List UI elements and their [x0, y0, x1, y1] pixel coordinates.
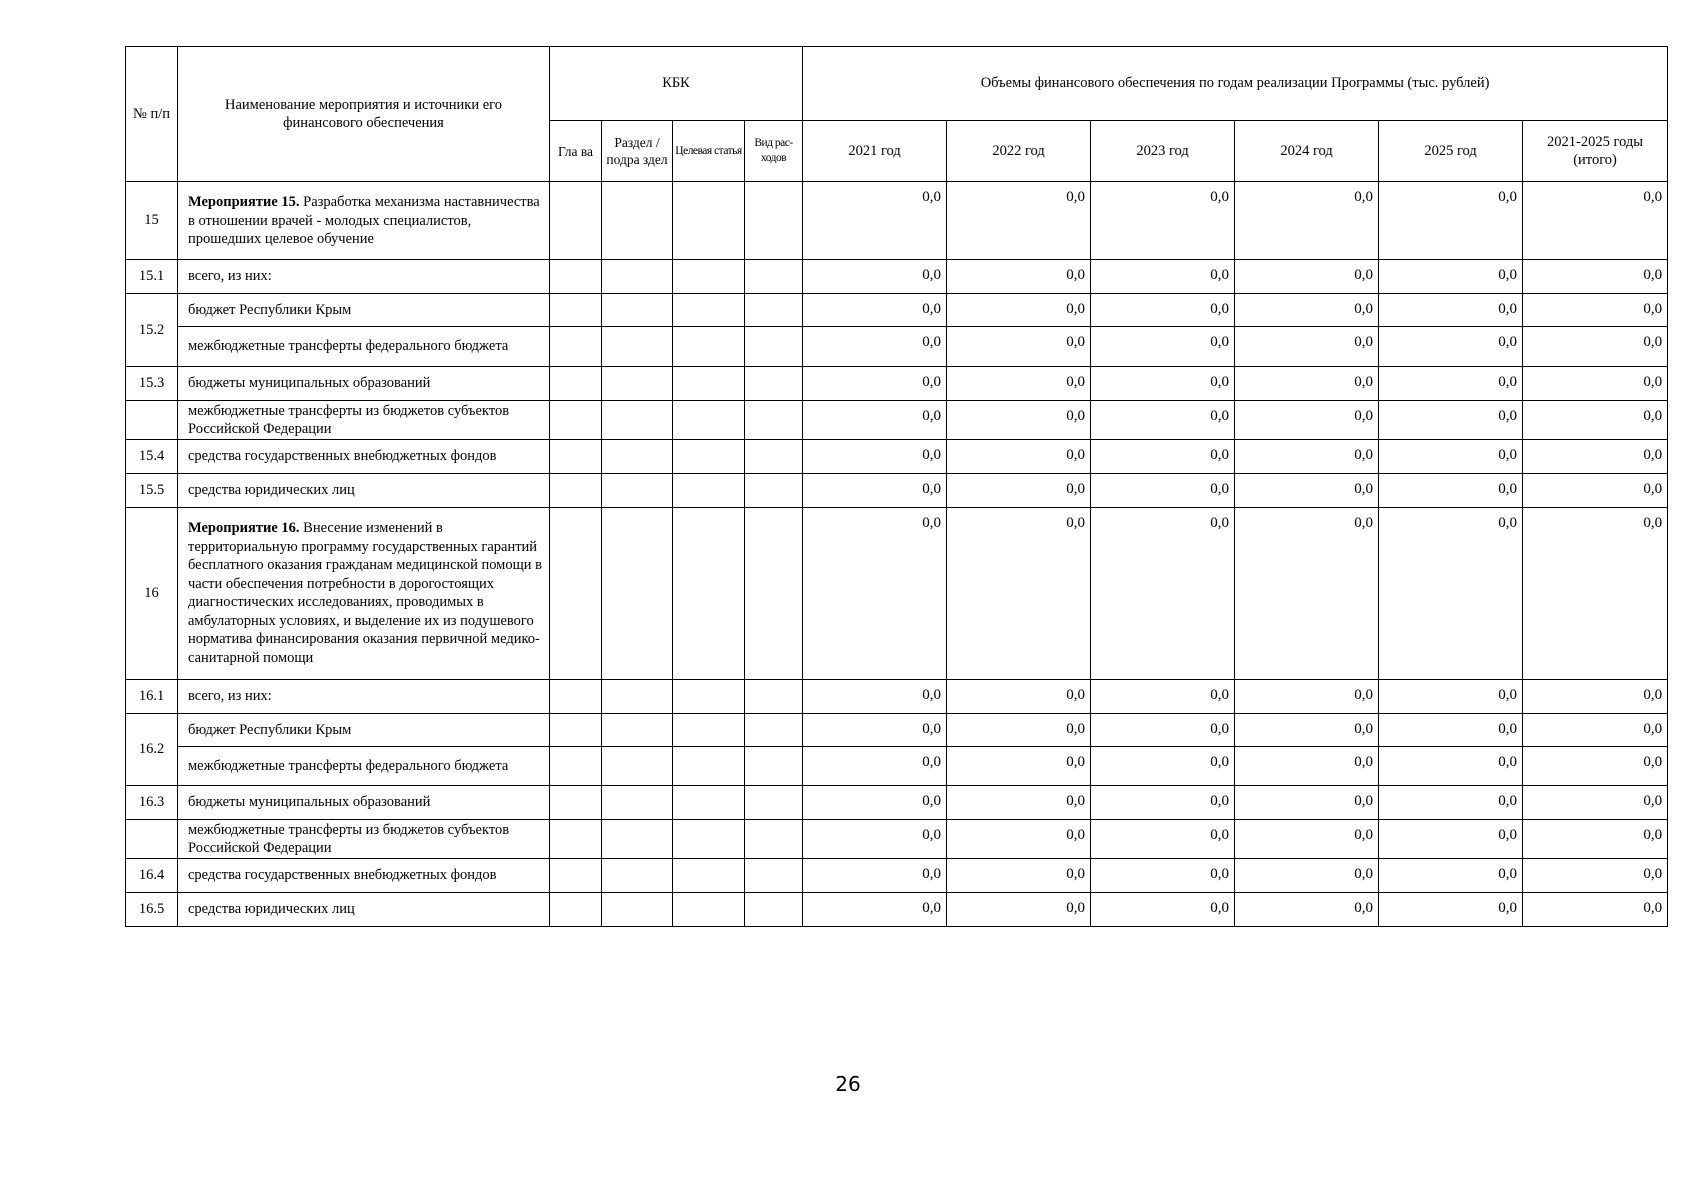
header-kbk: КБК: [550, 47, 803, 121]
value-2022: 0,0: [947, 327, 1091, 367]
kbk-target-article-cell: [673, 680, 745, 714]
row-name-text: бюджет Республики Крым: [188, 721, 352, 738]
kbk-chapter-cell: [550, 260, 602, 294]
kbk-target-article-cell: [673, 440, 745, 474]
value-2021: 0,0: [803, 714, 947, 747]
kbk-target-article-cell: [673, 714, 745, 747]
row-number: 16.2: [126, 714, 178, 786]
row-name-text: средства государственных внебюджетных фондов: [188, 867, 497, 884]
row-name: [178, 680, 550, 714]
kbk-expense-type-cell: [745, 747, 803, 786]
kbk-expense-type-cell: [745, 820, 803, 859]
kbk-target-article-cell: [673, 893, 745, 927]
row-number: [126, 401, 178, 440]
row-name: [178, 260, 550, 294]
value-2023: 0,0: [1091, 680, 1235, 714]
value-2025: 0,0: [1379, 182, 1523, 260]
kbk-chapter-cell: [550, 508, 602, 680]
value-2022: 0,0: [947, 401, 1091, 440]
row-name: [178, 474, 550, 508]
row-name-text: межбюджетные трансферты федерального бюджета: [188, 338, 509, 355]
value-total: 0,0: [1523, 474, 1668, 508]
value-total: 0,0: [1523, 440, 1668, 474]
table-row: [126, 859, 1668, 893]
kbk-target-article-cell: [673, 474, 745, 508]
row-name: [178, 294, 550, 327]
row-number: 15.2: [126, 294, 178, 367]
value-2023: 0,0: [1091, 508, 1235, 680]
kbk-chapter-cell: [550, 859, 602, 893]
table-row: [126, 440, 1668, 474]
value-2023: 0,0: [1091, 714, 1235, 747]
value-2025: 0,0: [1379, 786, 1523, 820]
value-total: 0,0: [1523, 367, 1668, 401]
table-row: [126, 327, 1668, 367]
value-2025: 0,0: [1379, 680, 1523, 714]
row-name: [178, 859, 550, 893]
value-2021: 0,0: [803, 859, 947, 893]
kbk-expense-type-cell: [745, 401, 803, 440]
row-name: [178, 820, 550, 859]
value-2023: 0,0: [1091, 367, 1235, 401]
value-2024: 0,0: [1235, 714, 1379, 747]
header-year-2021: 2021 год: [803, 121, 947, 182]
value-2024: 0,0: [1235, 680, 1379, 714]
value-total: 0,0: [1523, 508, 1668, 680]
value-2024: 0,0: [1235, 294, 1379, 327]
financing-table: [125, 46, 1668, 927]
kbk-target-article-cell: [673, 401, 745, 440]
value-total: 0,0: [1523, 893, 1668, 927]
value-2023: 0,0: [1091, 401, 1235, 440]
value-total: 0,0: [1523, 401, 1668, 440]
row-name: [178, 367, 550, 401]
kbk-expense-type-cell: [745, 786, 803, 820]
row-number: 15.1: [126, 260, 178, 294]
kbk-expense-type-cell: [745, 367, 803, 401]
table-row: [126, 367, 1668, 401]
row-name: [178, 786, 550, 820]
value-2022: 0,0: [947, 474, 1091, 508]
table-row: [126, 401, 1668, 440]
row-name-text: межбюджетные трансферты федерального бюджета: [188, 757, 509, 774]
table-row: [126, 260, 1668, 294]
value-2023: 0,0: [1091, 747, 1235, 786]
row-activity-label: Мероприятие 16.: [188, 520, 300, 536]
kbk-section-cell: [602, 294, 673, 327]
kbk-chapter-cell: [550, 182, 602, 260]
kbk-chapter-cell: [550, 714, 602, 747]
header-name: Наименование мероприятия и источники его финансового обеспечения: [178, 47, 550, 182]
kbk-chapter-cell: [550, 294, 602, 327]
value-2021: 0,0: [803, 401, 947, 440]
value-2023: 0,0: [1091, 182, 1235, 260]
table-row: [126, 680, 1668, 714]
value-2023: 0,0: [1091, 440, 1235, 474]
kbk-section-cell: [602, 327, 673, 367]
row-name-text: средства юридических лиц: [188, 901, 355, 918]
kbk-chapter-cell: [550, 786, 602, 820]
kbk-target-article-cell: [673, 508, 745, 680]
value-total: 0,0: [1523, 294, 1668, 327]
value-2021: 0,0: [803, 367, 947, 401]
value-2022: 0,0: [947, 786, 1091, 820]
row-number: 15: [126, 182, 178, 260]
value-2025: 0,0: [1379, 440, 1523, 474]
kbk-chapter-cell: [550, 401, 602, 440]
header-year-2023: 2023 год: [1091, 121, 1235, 182]
kbk-section-cell: [602, 182, 673, 260]
value-total: 0,0: [1523, 182, 1668, 260]
value-2021: 0,0: [803, 893, 947, 927]
kbk-expense-type-cell: [745, 182, 803, 260]
financing-table-sheet: [125, 46, 1667, 927]
row-activity-label: Мероприятие 15.: [188, 194, 300, 210]
kbk-section-cell: [602, 367, 673, 401]
kbk-chapter-cell: [550, 747, 602, 786]
row-name-text: средства государственных внебюджетных фондов: [188, 448, 497, 465]
header-kbk-chapter: Гла ва: [550, 121, 602, 182]
row-number: 16.3: [126, 786, 178, 820]
value-2025: 0,0: [1379, 859, 1523, 893]
row-number: 15.5: [126, 474, 178, 508]
value-2023: 0,0: [1091, 820, 1235, 859]
kbk-chapter-cell: [550, 440, 602, 474]
value-2023: 0,0: [1091, 294, 1235, 327]
kbk-expense-type-cell: [745, 859, 803, 893]
row-name-text: средства юридических лиц: [188, 482, 355, 499]
value-2025: 0,0: [1379, 260, 1523, 294]
kbk-expense-type-cell: [745, 680, 803, 714]
kbk-target-article-cell: [673, 260, 745, 294]
header-year-2024: 2024 год: [1235, 121, 1379, 182]
kbk-section-cell: [602, 786, 673, 820]
value-2023: 0,0: [1091, 859, 1235, 893]
value-total: 0,0: [1523, 260, 1668, 294]
value-2021: 0,0: [803, 474, 947, 508]
value-2021: 0,0: [803, 327, 947, 367]
kbk-expense-type-cell: [745, 294, 803, 327]
value-2021: 0,0: [803, 294, 947, 327]
value-2021: 0,0: [803, 182, 947, 260]
kbk-section-cell: [602, 508, 673, 680]
table-row: [126, 820, 1668, 859]
value-2024: 0,0: [1235, 859, 1379, 893]
kbk-section-cell: [602, 474, 673, 508]
value-2024: 0,0: [1235, 820, 1379, 859]
table-row: [126, 508, 1668, 680]
kbk-chapter-cell: [550, 893, 602, 927]
row-number: 15.4: [126, 440, 178, 474]
value-2024: 0,0: [1235, 440, 1379, 474]
kbk-chapter-cell: [550, 680, 602, 714]
value-2022: 0,0: [947, 747, 1091, 786]
value-2022: 0,0: [947, 680, 1091, 714]
header-total-2021-2025: 2021-2025 годы (итого): [1523, 121, 1668, 182]
value-total: 0,0: [1523, 747, 1668, 786]
table-row: [126, 182, 1668, 260]
value-2022: 0,0: [947, 182, 1091, 260]
table-row: [126, 294, 1668, 327]
kbk-section-cell: [602, 747, 673, 786]
value-2023: 0,0: [1091, 474, 1235, 508]
value-2023: 0,0: [1091, 260, 1235, 294]
kbk-expense-type-cell: [745, 474, 803, 508]
kbk-section-cell: [602, 859, 673, 893]
value-2025: 0,0: [1379, 327, 1523, 367]
kbk-chapter-cell: [550, 327, 602, 367]
value-2024: 0,0: [1235, 747, 1379, 786]
value-2023: 0,0: [1091, 327, 1235, 367]
value-2022: 0,0: [947, 508, 1091, 680]
row-number: 16.1: [126, 680, 178, 714]
row-name: [178, 508, 550, 680]
value-2021: 0,0: [803, 820, 947, 859]
table-row: [126, 786, 1668, 820]
kbk-expense-type-cell: [745, 714, 803, 747]
value-2022: 0,0: [947, 859, 1091, 893]
kbk-chapter-cell: [550, 820, 602, 859]
value-2021: 0,0: [803, 747, 947, 786]
value-2021: 0,0: [803, 786, 947, 820]
row-name-text: бюджеты муниципальных образований: [188, 794, 431, 811]
kbk-target-article-cell: [673, 294, 745, 327]
header-kbk-expense-type: Вид рас- ходов: [745, 121, 803, 182]
table-body: [126, 182, 1668, 927]
value-2022: 0,0: [947, 367, 1091, 401]
value-2024: 0,0: [1235, 327, 1379, 367]
row-number: [126, 820, 178, 859]
table-row: [126, 893, 1668, 927]
kbk-section-cell: [602, 440, 673, 474]
row-name: [178, 747, 550, 786]
value-total: 0,0: [1523, 820, 1668, 859]
value-2025: 0,0: [1379, 820, 1523, 859]
value-2021: 0,0: [803, 508, 947, 680]
value-2024: 0,0: [1235, 893, 1379, 927]
value-2025: 0,0: [1379, 294, 1523, 327]
kbk-section-cell: [602, 820, 673, 859]
kbk-section-cell: [602, 893, 673, 927]
value-2021: 0,0: [803, 260, 947, 294]
kbk-chapter-cell: [550, 367, 602, 401]
value-2023: 0,0: [1091, 893, 1235, 927]
kbk-target-article-cell: [673, 182, 745, 260]
row-name: [178, 440, 550, 474]
row-number: 16.5: [126, 893, 178, 927]
value-2025: 0,0: [1379, 474, 1523, 508]
value-2022: 0,0: [947, 294, 1091, 327]
value-2024: 0,0: [1235, 260, 1379, 294]
page-number: 26: [835, 1072, 861, 1096]
header-kbk-target-article: Целевая статья: [673, 121, 745, 182]
kbk-target-article-cell: [673, 747, 745, 786]
kbk-target-article-cell: [673, 367, 745, 401]
kbk-target-article-cell: [673, 786, 745, 820]
value-2024: 0,0: [1235, 401, 1379, 440]
row-name-text: Разработка механизма наставничества в отношении врачей - молодых специалистов, прошедших целевое обучение: [188, 194, 540, 247]
kbk-section-cell: [602, 680, 673, 714]
kbk-expense-type-cell: [745, 893, 803, 927]
table-row: [126, 714, 1668, 747]
value-2025: 0,0: [1379, 714, 1523, 747]
value-2022: 0,0: [947, 260, 1091, 294]
header-year-2022: 2022 год: [947, 121, 1091, 182]
row-name: [178, 714, 550, 747]
kbk-expense-type-cell: [745, 508, 803, 680]
header-year-2025: 2025 год: [1379, 121, 1523, 182]
value-2025: 0,0: [1379, 508, 1523, 680]
header-num: № п/п: [126, 47, 178, 182]
value-2022: 0,0: [947, 820, 1091, 859]
row-number: 15.3: [126, 367, 178, 401]
row-name: [178, 327, 550, 367]
kbk-section-cell: [602, 401, 673, 440]
value-2024: 0,0: [1235, 182, 1379, 260]
value-total: 0,0: [1523, 714, 1668, 747]
value-total: 0,0: [1523, 859, 1668, 893]
kbk-target-article-cell: [673, 327, 745, 367]
kbk-section-cell: [602, 714, 673, 747]
row-number: 16.4: [126, 859, 178, 893]
row-name-text: всего, из них:: [188, 268, 272, 285]
row-name-text: всего, из них:: [188, 688, 272, 705]
value-2024: 0,0: [1235, 508, 1379, 680]
kbk-target-article-cell: [673, 859, 745, 893]
kbk-chapter-cell: [550, 474, 602, 508]
value-total: 0,0: [1523, 327, 1668, 367]
row-name: [178, 893, 550, 927]
row-name-text: межбюджетные трансферты из бюджетов субъектов Российской Федерации: [188, 402, 510, 437]
value-2021: 0,0: [803, 680, 947, 714]
kbk-expense-type-cell: [745, 440, 803, 474]
value-2025: 0,0: [1379, 367, 1523, 401]
value-2025: 0,0: [1379, 401, 1523, 440]
value-2025: 0,0: [1379, 747, 1523, 786]
value-2022: 0,0: [947, 440, 1091, 474]
value-total: 0,0: [1523, 680, 1668, 714]
row-name-text: межбюджетные трансферты из бюджетов субъектов Российской Федерации: [188, 821, 510, 856]
value-2024: 0,0: [1235, 786, 1379, 820]
row-name-text: бюджеты муниципальных образований: [188, 375, 431, 392]
row-name-text: бюджет Республики Крым: [188, 301, 352, 318]
row-name-text: Внесение изменений в территориальную программу государственных гарантий бесплатного оказания гражданам медицинской помощи в части обеспечения потребности в дорогостоящих диагностических исследованиях, проводимых в амбулаторных условиях, и выделение их из подушевого норматива финансирования оказания первичной медико-санитарной помощи: [188, 520, 543, 666]
value-2021: 0,0: [803, 440, 947, 474]
value-2025: 0,0: [1379, 893, 1523, 927]
kbk-section-cell: [602, 260, 673, 294]
row-number: 16: [126, 508, 178, 680]
kbk-expense-type-cell: [745, 327, 803, 367]
row-name: [178, 182, 550, 260]
header-volumes: Объемы финансового обеспечения по годам реализации Программы (тыс. рублей): [803, 47, 1668, 121]
value-2022: 0,0: [947, 714, 1091, 747]
kbk-expense-type-cell: [745, 260, 803, 294]
table-row: [126, 747, 1668, 786]
value-2024: 0,0: [1235, 474, 1379, 508]
header-kbk-section: Раздел /подра здел: [602, 121, 673, 182]
table-row: [126, 474, 1668, 508]
value-total: 0,0: [1523, 786, 1668, 820]
value-2022: 0,0: [947, 893, 1091, 927]
kbk-target-article-cell: [673, 820, 745, 859]
value-2023: 0,0: [1091, 786, 1235, 820]
row-name: [178, 401, 550, 440]
value-2024: 0,0: [1235, 367, 1379, 401]
